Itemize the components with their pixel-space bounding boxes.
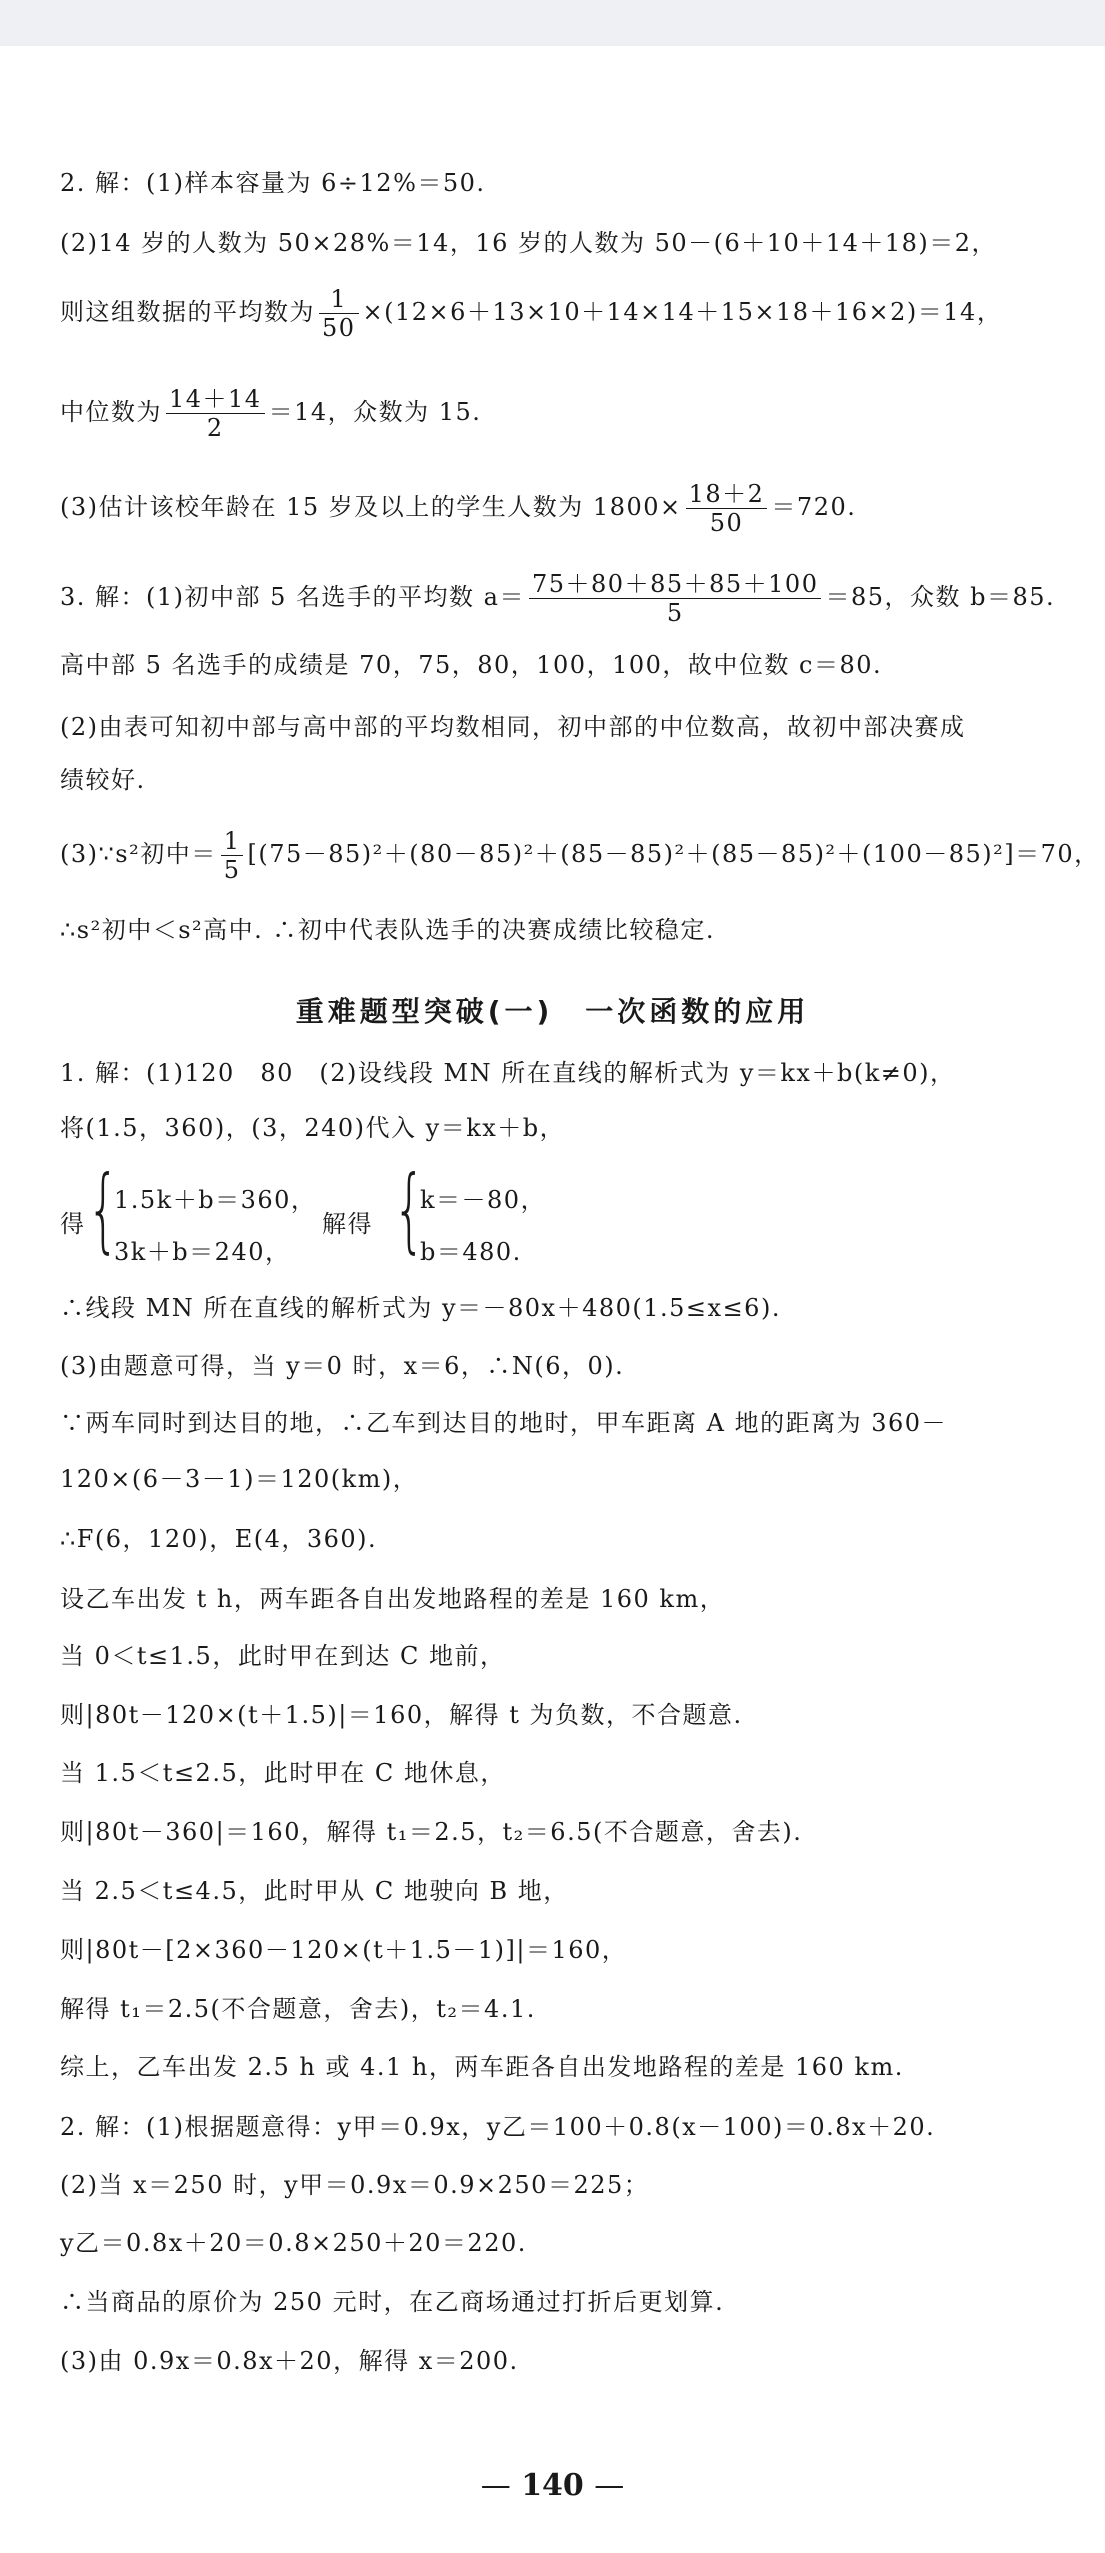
equation: 1.5k＋b＝360， (114, 1186, 317, 1214)
solution: b＝480. (420, 1238, 522, 1266)
text-line: 绩较好. (60, 766, 146, 794)
text-span: [(75－85)²＋(80－85)²＋(85－85)²＋(85－85)²＋(100－85)²]＝70， (247, 840, 1100, 868)
section-title: 重难题型突破(一) 一次函数的应用 (295, 995, 810, 1028)
text-span: ＝85，众数 b＝85. (825, 583, 1056, 611)
text-line: ∴线段 MN 所在直线的解析式为 y＝－80x＋480(1.5≤x≤6). (60, 1294, 781, 1322)
numerator: 18＋2 (686, 480, 768, 509)
fraction (686, 480, 768, 537)
text-span: 解得 (322, 1210, 373, 1238)
text-line: 将(1.5，360)，(3，240)代入 y＝kx＋b， (60, 1114, 566, 1142)
text-span: ＝720. (771, 493, 857, 521)
text-line: (2)14 岁的人数为 50×28%＝14，16 岁的人数为 50－(6＋10＋14＋18)＝2， (60, 229, 998, 257)
formula-line (60, 385, 481, 442)
text-line: 则|80t－120×(t＋1.5)|＝160，解得 t 为负数，不合题意. (60, 1701, 743, 1729)
denominator: 50 (322, 314, 356, 342)
denominator: 5 (666, 599, 684, 627)
text-line: 当 2.5＜t≤4.5，此时甲从 C 地驶向 B 地， (60, 1877, 569, 1905)
dash: — (480, 2468, 511, 2503)
text-line: 则|80t－[2×360－120×(t＋1.5－1)]|＝160， (60, 1936, 628, 1964)
text-line: 则|80t－360|＝160，解得 t₁＝2.5，t₂＝6.5(不合题意，舍去). (60, 1818, 803, 1846)
text-line: 当 1.5＜t≤2.5，此时甲在 C 地休息， (60, 1759, 506, 1787)
fraction (221, 827, 244, 884)
text-line: 120×(6－3－1)＝120(km)， (60, 1465, 419, 1493)
text-line: 2. 解：(1)样本容量为 6÷12%＝50. (60, 169, 486, 197)
text-span: 中位数为 (60, 398, 162, 426)
fraction (529, 570, 821, 627)
numerator: 1 (221, 827, 244, 856)
text-line: (2)由表可知初中部与高中部的平均数相同，初中部的中位数高，故初中部决赛成 (60, 713, 966, 741)
text-span: 得 (60, 1210, 86, 1238)
text-line: 高中部 5 名选手的成绩是 70，75，80，100，100，故中位数 c＝80. (60, 651, 883, 679)
text-span: (3)∵s²初中＝ (60, 840, 217, 868)
denominator: 5 (223, 856, 241, 884)
numerator: 14＋14 (166, 385, 265, 414)
text-line: ∴当商品的原价为 250 元时，在乙商场通过打折后更划算. (60, 2288, 725, 2316)
text-line: (2)当 x＝250 时，y甲＝0.9x＝0.9×250＝225； (60, 2171, 650, 2199)
equation-system (60, 1156, 760, 1270)
numerator: 75＋80＋85＋85＋100 (529, 570, 821, 599)
formula-line (60, 827, 1100, 884)
text-line: 1. 解：(1)120 80 (2)设线段 MN 所在直线的解析式为 y＝kx＋b(k≠0)， (60, 1059, 956, 1087)
text-line: 当 0＜t≤1.5，此时甲在到达 C 地前， (60, 1642, 506, 1670)
text-span: 则这组数据的平均数为 (60, 298, 315, 326)
text-span: ×(12×6＋13×10＋14×14＋15×18＋16×2)＝14， (362, 298, 1003, 326)
fraction (319, 285, 359, 342)
equation: 3k＋b＝240， (114, 1238, 291, 1266)
text-span: ＝14，众数为 15. (268, 398, 482, 426)
dash: — (594, 2468, 625, 2503)
text-line: 2. 解：(1)根据题意得：y甲＝0.9x，y乙＝100＋0.8(x－100)＝0.8x＋20. (60, 2113, 936, 2141)
denominator: 50 (709, 509, 744, 537)
page-number-value: 140 (521, 2468, 584, 2503)
text-line: y乙＝0.8x＋20＝0.8×250＋20＝220. (60, 2229, 527, 2257)
formula-line (60, 480, 856, 537)
text-line: ∴s²初中＜s²高中. ∴初中代表队选手的决赛成绩比较稳定. (60, 916, 716, 944)
text-span: (3)估计该校年龄在 15 岁及以上的学生人数为 1800× (60, 493, 682, 521)
solution: k＝－80， (420, 1186, 547, 1214)
text-line: 设乙车出发 t h，两车距各自出发地路程的差是 160 km， (60, 1585, 726, 1613)
fraction (166, 385, 265, 442)
text-span: 3. 解：(1)初中部 5 名选手的平均数 a＝ (60, 583, 525, 611)
numerator: 1 (319, 285, 359, 314)
formula-line (60, 285, 1002, 342)
text-line: ∵两车同时到达目的地，∴乙车到达目的地时，甲车距离 A 地的距离为 360－ (60, 1409, 948, 1437)
formula-line (60, 570, 1055, 627)
text-line: ∴F(6，120)，E(4，360). (60, 1525, 378, 1553)
denominator: 2 (206, 414, 224, 442)
text-line: 综上，乙车出发 2.5 h 或 4.1 h，两车距各自出发地路程的差是 160 km. (60, 2053, 904, 2081)
page-number (0, 2468, 1105, 2503)
brace-symbol: { (393, 1156, 426, 1263)
text-line: 解得 t₁＝2.5(不合题意，舍去)，t₂＝4.1. (60, 1995, 536, 2023)
brace-symbol: { (87, 1156, 120, 1263)
text-line: (3)由 0.9x＝0.8x＋20，解得 x＝200. (60, 2347, 519, 2375)
text-line: (3)由题意可得，当 y＝0 时，x＝6，∴N(6，0). (60, 1352, 625, 1380)
